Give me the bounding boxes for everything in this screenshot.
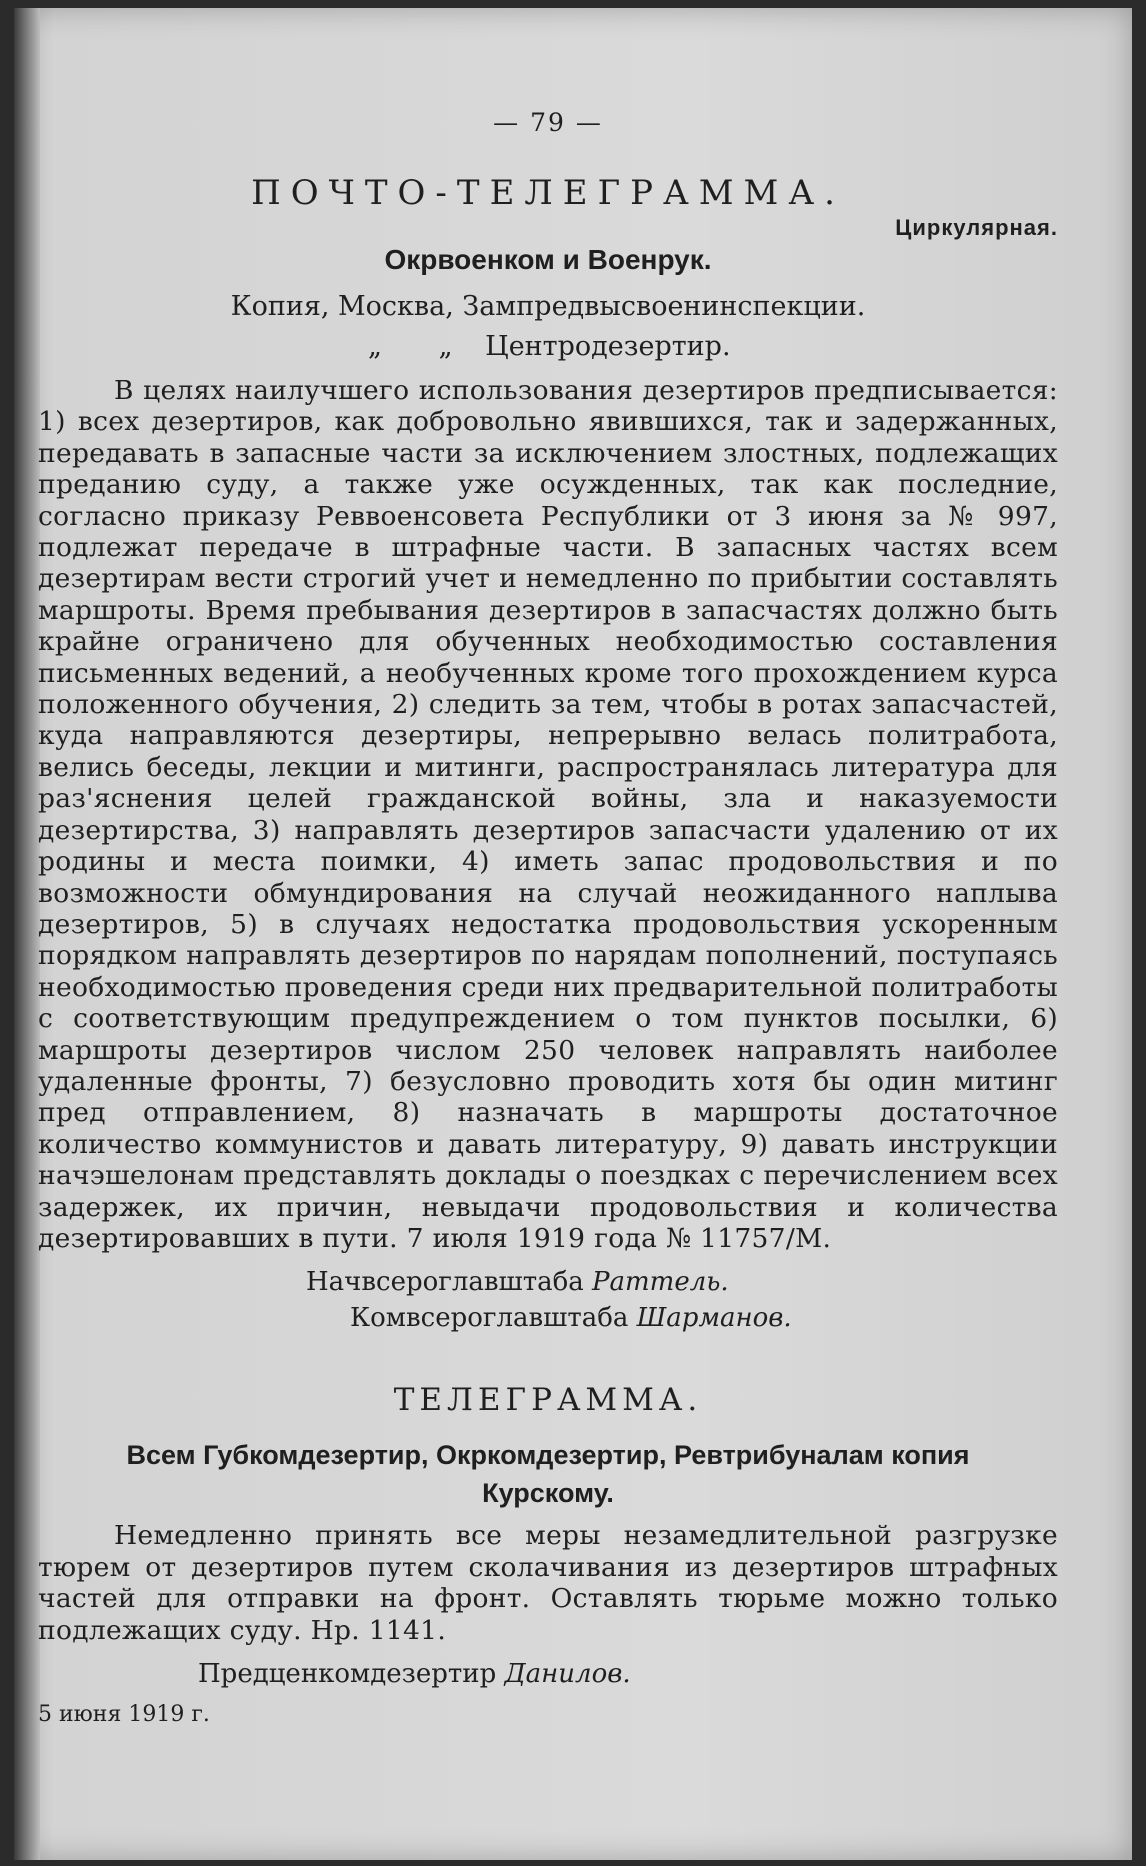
page-number: — 79 — <box>493 108 603 137</box>
signature-name: Данилов. <box>504 1659 631 1689</box>
document-page <box>14 8 1132 1860</box>
signature-title: Начвсероглавштаба <box>306 1267 584 1298</box>
doc2-type-title: ТЕЛЕГРАММА. <box>393 1382 703 1419</box>
doc2-addressee-line-2: Курскому. <box>482 1478 614 1509</box>
doc1-type-title: ПОЧТО-ТЕЛЕГРАММА. <box>251 173 845 213</box>
doc1-copy-line: Копия, Москва, Зампредвысвоенинспекции. <box>230 291 866 322</box>
signature-name: Шарманов. <box>636 1303 792 1334</box>
signature-name: Раттель. <box>592 1267 729 1298</box>
ditto-marks: „ „ <box>368 331 477 362</box>
doc1-body: В целях наилучшего использования дезертиров предписывается: 1) всех дезертиров, как добровольно явившихся, так и задержанных, передавать в запасные части за исключением злостных, подлежащих преданию суду, а также уже осужденных, так как последние, согласно приказу Реввоенсовета Республики от 3 июня за № 997, подлежат передаче в штрафные части. В запасных частях всем дезертирам вести строгий учет и немедленно по прибытии составлять маршроты. Время пребывания дезертиров в запасчастях должно быть крайне ограничено для обученных необходимостью составления письменных ведений, а необученных кроме того прохождением курса положенного обучения, 2) следить за тем, чтобы в ротах запасчастей, куда направляются дезертиры, непрерывно велась политработа, велись беседы, лекции и митинги, распространялась литература для раз'яснения целей гражданской войны, зла и наказуемости дезертирства, 3) направлять дезертиров запасчасти удалению от их родины и места поимки, 4) иметь запас продовольствия и по возможности обмундирования на случай неожиданного наплыва дезертиров, 5) в случаях недостатка продовольствия ускоренным порядком направлять дезертиров по нарядам пополнений, поступаясь необходимостью проведения среди них предварительной политработы с соответствующим предупреждением о том пунктов посылки, 6) маршроты дезертиров числом 250 человек направлять наиболее удаленные фронты, 7) безусловно проводить хотя бы один митинг пред отправлением, 8) назначать в маршроты достаточное количество коммунистов и давать литературу, 9) давать инструкции начэшелонам представлять доклады о поездках с перечислением всех задержек, их причин, невыдачи продовольствия и количества дезертировавших в пути. 7 июля 1919 года № 11757/М. <box>38 375 1058 1254</box>
signature-title: Предценкомдезертир <box>198 1659 497 1689</box>
doc1-copy-recipient: Центродезертир. <box>485 331 731 362</box>
doc2-body: Немедленно принять все меры незамедлительной разгрузке тюрем от дезертиров путем сколачивания из дезертиров штрафных частей для отправки на фронт. Оставлять тюрьме можно только подлежащих суду. Нр. 1141. <box>38 1520 1058 1646</box>
doc2-addressee-line-1: Всем Губкомдезертир, Окркомдезертир, Ревтрибуналам копия <box>126 1440 970 1471</box>
doc2-addressee <box>38 1436 1058 1512</box>
doc1-circular-note: Циркулярная. <box>895 215 1058 240</box>
doc1-copy-line-2 <box>368 327 1058 367</box>
doc1-addressee: Окрвоенком и Военрук. <box>384 244 712 275</box>
doc1-signature-1 <box>38 1264 1058 1300</box>
page-content <box>38 108 1058 1727</box>
doc2-signature <box>38 1656 1058 1692</box>
doc1-signature-2 <box>38 1300 1058 1336</box>
doc2-date: 5 июня 1919 г. <box>38 1702 210 1727</box>
signature-title: Комвсероглавштаба <box>350 1303 629 1334</box>
page-binding-edge <box>14 8 40 1860</box>
